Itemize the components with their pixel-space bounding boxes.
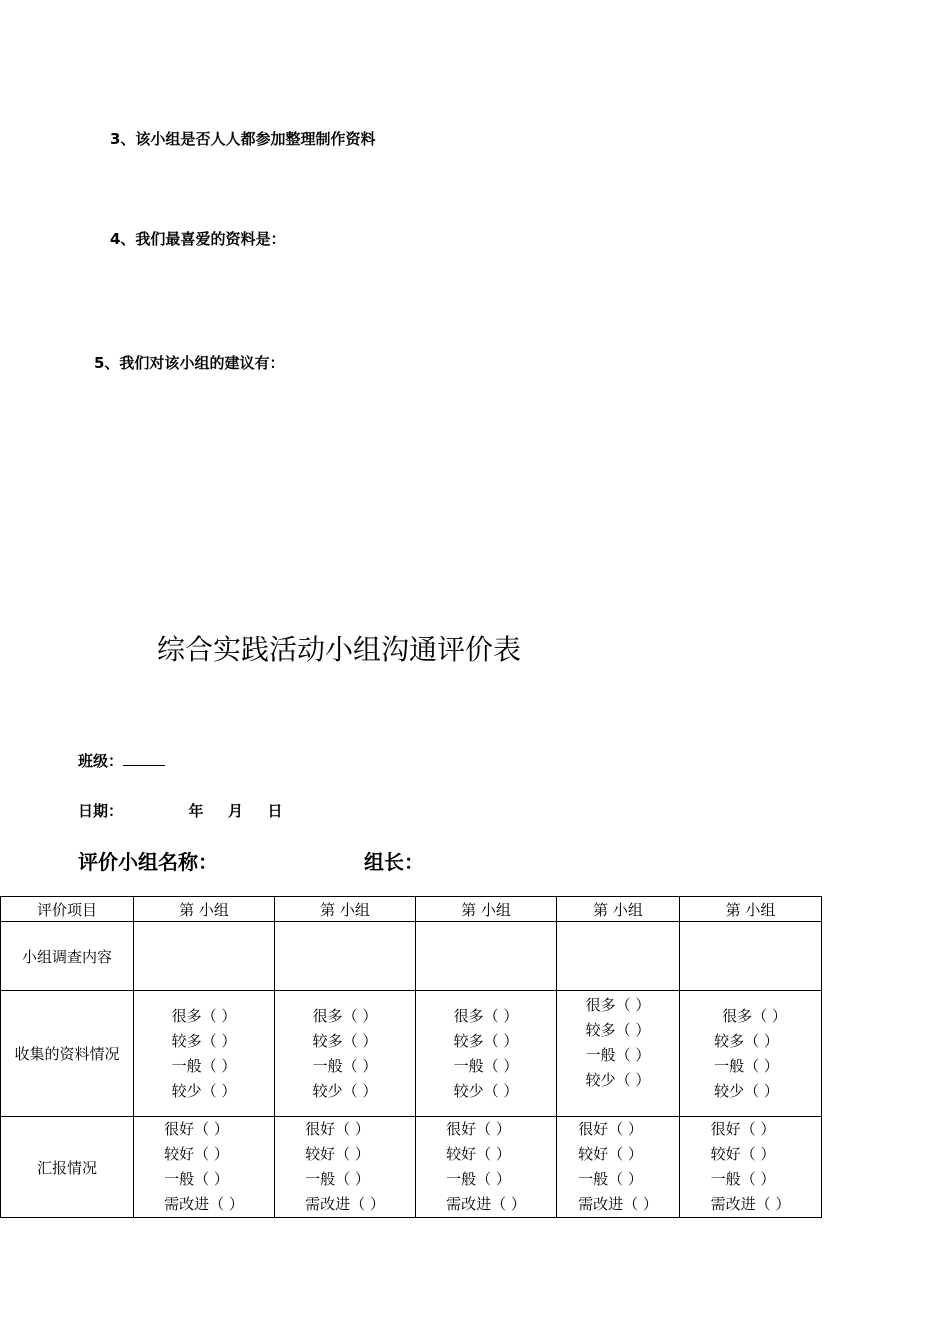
collect-option-3: 一般（ ） [585, 1046, 651, 1064]
question-3: 3、该小组是否人人都参加整理制作资料 [110, 130, 376, 148]
collect-option-4: 较少（ ） [714, 1081, 779, 1100]
collect-option-3: 一般（ ） [714, 1056, 779, 1075]
evaluation-table [0, 896, 822, 1218]
header-group-4: 第 小组 [557, 897, 680, 922]
report-option-3: 一般（ ） [305, 1170, 370, 1188]
report-option-3: 一般（ ） [710, 1170, 776, 1188]
collect-cell-4 [557, 991, 680, 1117]
collect-option-1: 很多（ ） [453, 1006, 519, 1025]
report-option-1: 很好（ ） [578, 1120, 643, 1138]
report-option-1: 很好（ ） [710, 1120, 776, 1138]
collect-option-2: 较多（ ） [585, 1021, 651, 1039]
header-group-5: 第 小组 [680, 897, 822, 922]
collect-option-2: 较多（ ） [171, 1031, 237, 1050]
class-label: 班级： [78, 752, 124, 770]
report-option-4: 需改进（ ） [578, 1195, 658, 1213]
report-option-4: 需改进（ ） [305, 1195, 385, 1213]
table-row-collect [1, 991, 822, 1117]
table-row-content [1, 922, 822, 991]
collect-option-1: 很多（ ） [722, 1006, 787, 1025]
row-label-collect: 收集的资料情况 [1, 991, 134, 1117]
collect-option-2: 较多（ ） [453, 1031, 519, 1050]
collect-cell-2 [275, 991, 416, 1117]
report-option-2: 较好（ ） [446, 1145, 511, 1163]
header-group-1: 第 小组 [134, 897, 275, 922]
collect-option-3: 一般（ ） [453, 1056, 519, 1075]
table-row-report [1, 1117, 822, 1218]
content-cell-2[interactable] [275, 922, 416, 991]
collect-option-1: 很多（ ） [312, 1006, 378, 1025]
report-option-3: 一般（ ） [446, 1170, 511, 1188]
report-option-3: 一般（ ） [578, 1170, 643, 1188]
collect-option-4: 较少（ ） [171, 1081, 237, 1100]
collect-option-4: 较少（ ） [312, 1081, 378, 1100]
header-item: 评价项目 [1, 897, 134, 922]
date-year: 年 [188, 802, 204, 820]
report-option-4: 需改进（ ） [446, 1195, 526, 1213]
report-option-1: 很好（ ） [164, 1120, 229, 1138]
report-cell-1 [134, 1117, 275, 1218]
collect-option-3: 一般（ ） [171, 1056, 237, 1075]
content-cell-5[interactable] [680, 922, 822, 991]
collect-option-1: 很多（ ） [585, 996, 651, 1014]
content-cell-4[interactable] [557, 922, 680, 991]
report-option-4: 需改进（ ） [164, 1195, 244, 1213]
question-4: 4、我们最喜爱的资料是： [110, 230, 286, 248]
collect-option-4: 较少（ ） [453, 1081, 519, 1100]
report-option-2: 较好（ ） [710, 1145, 776, 1163]
header-group-3: 第 小组 [416, 897, 557, 922]
row-label-content: 小组调查内容 [1, 922, 134, 991]
report-option-1: 很好（ ） [446, 1120, 511, 1138]
date-month: 月 [227, 802, 243, 820]
collect-option-1: 很多（ ） [171, 1006, 237, 1025]
collect-option-2: 较多（ ） [714, 1031, 779, 1050]
content-cell-1[interactable] [134, 922, 275, 991]
collect-cell-3 [416, 991, 557, 1117]
date-day: 日 [267, 802, 283, 820]
page-title: 综合实践活动小组沟通评价表 [157, 633, 522, 666]
date-line [78, 800, 282, 821]
collect-option-4: 较少（ ） [585, 1071, 651, 1089]
table-header-row [1, 897, 822, 922]
group-name-label: 评价小组名称： [78, 850, 218, 874]
report-option-3: 一般（ ） [164, 1170, 229, 1188]
collect-option-2: 较多（ ） [312, 1031, 378, 1050]
report-option-1: 很好（ ） [305, 1120, 370, 1138]
collect-option-3: 一般（ ） [312, 1056, 378, 1075]
content-cell-3[interactable] [416, 922, 557, 991]
report-option-2: 较好（ ） [578, 1145, 643, 1163]
report-cell-3 [416, 1117, 557, 1218]
report-cell-5 [680, 1117, 822, 1218]
report-cell-2 [275, 1117, 416, 1218]
question-5: 5、我们对该小组的建议有： [94, 354, 285, 372]
report-cell-4 [557, 1117, 680, 1218]
report-option-4: 需改进（ ） [710, 1195, 791, 1213]
collect-cell-1 [134, 991, 275, 1117]
collect-cell-5 [680, 991, 822, 1117]
leader-label: 组长： [364, 850, 424, 874]
row-label-report: 汇报情况 [1, 1117, 134, 1218]
report-option-2: 较好（ ） [305, 1145, 370, 1163]
date-label: 日期： [78, 802, 124, 820]
class-line [78, 750, 165, 771]
class-blank [123, 753, 165, 766]
header-group-2: 第 小组 [275, 897, 416, 922]
report-option-2: 较好（ ） [164, 1145, 229, 1163]
